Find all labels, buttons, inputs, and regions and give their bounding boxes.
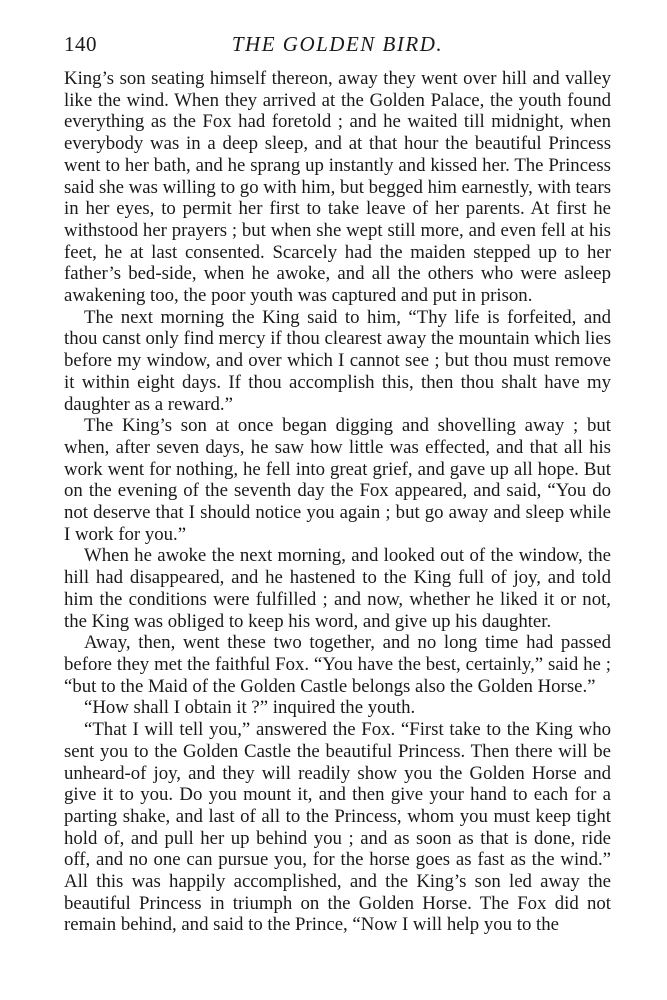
paragraph-question: “How shall I obtain it ?” inquired the youth. [84,697,416,719]
page-body [64,68,611,936]
page-header [64,32,611,60]
running-title: THE GOLDEN BIRD. [231,32,444,56]
paragraph-king-decree: The next morning the King said to him, “Thy life is forfeited, and thou canst only find mercy if thou clearest away the mountain which lies before my window, and over which I cannot see ; but thou must remove it within eight days. If thou accomplish this, then thou shalt have my daughter as a reward.” [64,306,611,415]
paragraph-digging: The King’s son at once began digging and shovelling away ; but when, after seven days, he saw how little was effected, and that all his work went for nothing, he fell into great grief, and gave up all hope. But on the evening of the seventh day the Fox appeared, and said, “You do not deserve that I should notice you again ; but go away and sleep while I work for you.” [64,415,611,545]
paragraph-fox-advice: “That I will tell you,” answered the Fox. “First take to the King who sent you to the Golden Castle the beautiful Princess. Then there will be unheard-of joy, and they will readily show you the Golden Horse and give it to you. Do you mount it, and then give your hand to each for a parting shake, and last of all to the Princess, whom you must keep tight hold of, and pull her up behind you ; and as soon as that is done, ride off, and no one can pursue you, for the horse goes as fast as the wind.” All this was happily accomplished, and the King’s son led away the beautiful Princess in triumph on the Golden Horse. The Fox did not remain behind, and said to the Prince, “Now I will help you to the [64,719,611,936]
page-number: 140 [64,32,97,56]
paragraph-meet-fox: Away, then, went these two together, and no long time had passed before they met the faithful Fox. “You have the best, certainly,” said he ; “but to the Maid of the Golden Castle belongs also the Golden Horse.” [64,632,611,697]
paragraph-continued: King’s son seating himself thereon, away they went over hill and valley like the wind. When they arrived at the Golden Palace, the youth found everything as the Fox had foretold ; and he waited till midnight, when everybody was in a deep sleep, and at that hour the beautiful Princess went to her bath, and he sprang up instantly and kissed her. The Princess said she was willing to go with him, but begged him earnestly, with tears in her eyes, to permit her first to take leave of her parents. At first he withstood her prayers ; but when she wept still more, and even fell at his feet, he at last consented. Scarcely had the maiden stepped up to her father’s bed-side, when he awoke, and all the others who were asleep awakening too, the poor youth was captured and put in prison. [64,68,612,307]
paragraph-hill-gone: When he awoke the next morning, and looked out of the window, the hill had disappeared, and he hastened to the King full of joy, and told him the conditions were fulfilled ; and now, whether he liked it or not, the King was obliged to keep his word, and give up his daughter. [64,545,611,632]
